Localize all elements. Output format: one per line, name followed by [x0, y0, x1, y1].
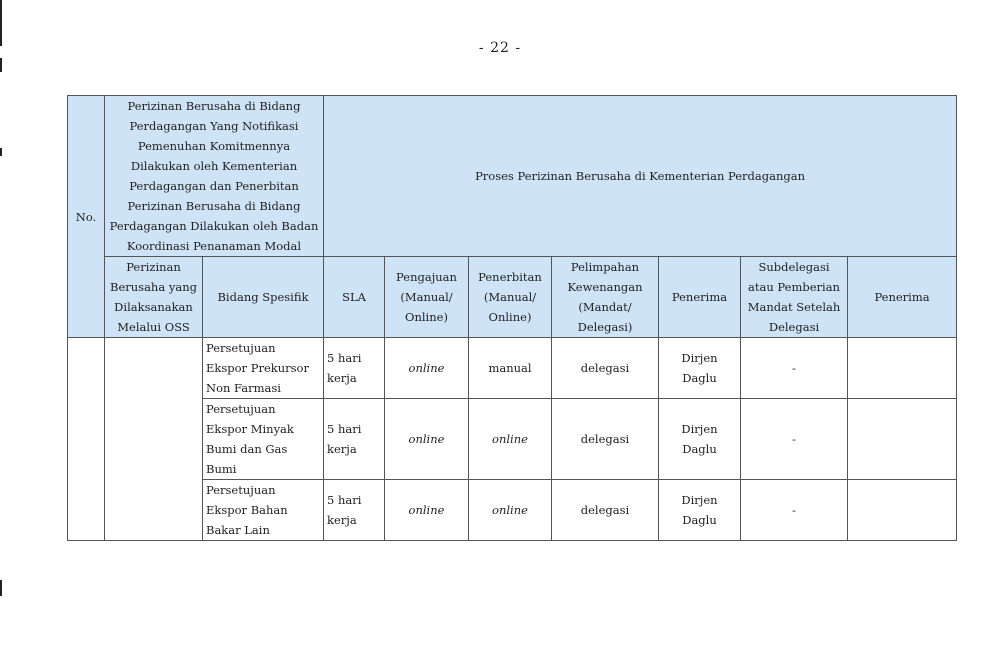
penerima-line: Daglu [682, 371, 717, 385]
bidang-line: Persetujuan [206, 341, 276, 355]
bidang-line: Bakar Lain [206, 523, 270, 537]
bidang-line: Bumi dan Gas [206, 442, 288, 456]
cell-penerbitan: online [469, 399, 552, 480]
cell-pengajuan: online [385, 338, 469, 399]
col-header-penerima-2: Penerima [848, 257, 957, 338]
cell-bidang [203, 480, 324, 541]
cell-pelimpahan: delegasi [552, 480, 659, 541]
sla-line: kerja [327, 371, 357, 385]
scan-edge-mark [0, 0, 2, 46]
header-process-title: Proses Perizinan Berusaha di Kementerian Perdagangan [324, 96, 957, 257]
cell-penerbitan: online [469, 480, 552, 541]
col-header-penerima: Penerima [659, 257, 741, 338]
cell-subdelegasi: - [741, 338, 848, 399]
col-header-subdelegasi: Subdelegasi atau Pemberian Mandat Setelah Delegasi [741, 257, 848, 338]
cell-sla [324, 338, 385, 399]
col-header-penerbitan: Penerbitan (Manual/ Online) [469, 257, 552, 338]
sla-line: 5 hari [327, 422, 362, 436]
cell-penerima-2 [848, 399, 957, 480]
bidang-line: Persetujuan [206, 402, 276, 416]
cell-sla [324, 399, 385, 480]
col-header-bidang: Bidang Spesifik [203, 257, 324, 338]
sla-line: kerja [327, 513, 357, 527]
header-no: No. [68, 96, 105, 338]
cell-sla [324, 480, 385, 541]
col-header-oss: Perizinan Berusaha yang Dilaksanakan Melalui OSS [105, 257, 203, 338]
penerima-line: Daglu [682, 442, 717, 456]
scan-edge-mark [0, 148, 2, 156]
cell-oss [105, 338, 203, 541]
bidang-line: Ekspor Prekursor [206, 361, 309, 375]
bidang-line: Ekspor Minyak [206, 422, 294, 436]
sla-line: 5 hari [327, 351, 362, 365]
cell-pelimpahan: delegasi [552, 338, 659, 399]
cell-subdelegasi: - [741, 480, 848, 541]
cell-penerbitan: manual [469, 338, 552, 399]
col-header-sla: SLA [324, 257, 385, 338]
cell-penerima [659, 338, 741, 399]
sla-line: kerja [327, 442, 357, 456]
penerima-line: Daglu [682, 513, 717, 527]
scan-edge-mark [0, 580, 2, 596]
cell-penerima-2 [848, 480, 957, 541]
bidang-line: Persetujuan [206, 483, 276, 497]
sla-line: 5 hari [327, 493, 362, 507]
penerima-line: Dirjen [681, 351, 718, 365]
bidang-line: Ekspor Bahan [206, 503, 288, 517]
cell-pelimpahan: delegasi [552, 399, 659, 480]
cell-bidang [203, 338, 324, 399]
cell-pengajuan: online [385, 399, 469, 480]
scan-edge-mark [0, 58, 2, 72]
cell-pengajuan: online [385, 480, 469, 541]
cell-penerima [659, 480, 741, 541]
cell-bidang [203, 399, 324, 480]
col-header-pelimpahan: Pelimpahan Kewenangan (Mandat/ Delegasi) [552, 257, 659, 338]
cell-penerima [659, 399, 741, 480]
header-group-title: Perizinan Berusaha di Bidang Perdagangan Yang Notifikasi Pemenuhan Komitmennya Dilakukan oleh Kementerian Perdagangan dan Penerbitan Perizinan Berusaha di Bidang Perdagangan Dilakukan oleh Badan Koordinasi Penanaman Modal [105, 96, 324, 257]
bidang-line: Bumi [206, 462, 237, 476]
col-header-pengajuan: Pengajuan (Manual/ Online) [385, 257, 469, 338]
penerima-line: Dirjen [681, 493, 718, 507]
cell-no [68, 338, 105, 541]
permit-table [67, 95, 957, 541]
penerima-line: Dirjen [681, 422, 718, 436]
cell-subdelegasi: - [741, 399, 848, 480]
page-number: - 22 - [478, 40, 522, 56]
bidang-line: Non Farmasi [206, 381, 281, 395]
table-row [68, 338, 957, 399]
cell-penerima-2 [848, 338, 957, 399]
